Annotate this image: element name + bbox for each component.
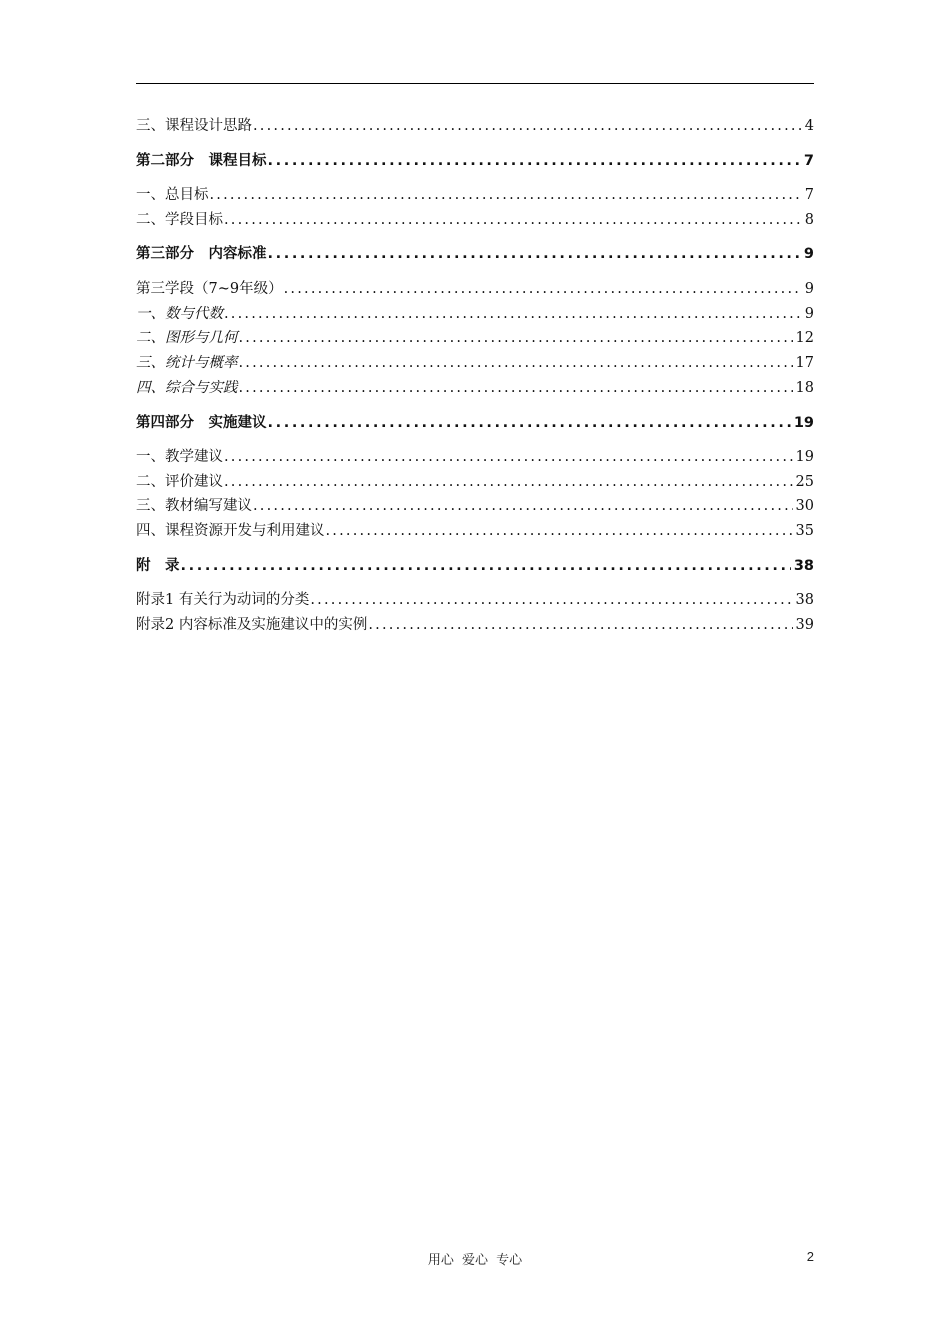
toc-entry-appendix[interactable] <box>136 556 814 576</box>
toc-dot-leader <box>224 472 793 492</box>
toc-dot-leader <box>268 151 801 171</box>
toc-entry-appendix-two[interactable] <box>136 615 814 635</box>
toc-entry-title: 附录1 有关行为动词的分类 <box>136 592 310 608</box>
toc-dot-leader <box>181 556 791 576</box>
toc-dot-leader <box>268 244 801 264</box>
toc-entry-title: 四、课程资源开发与利用建议 <box>136 523 325 539</box>
toc-entry-title: 附录2 内容标准及实施建议中的实例 <box>136 617 368 633</box>
toc-dot-leader <box>268 413 791 433</box>
toc-entry-title: 第二部分 课程目标 <box>136 153 267 169</box>
toc-entry-geometry[interactable] <box>136 328 814 348</box>
toc-dot-leader <box>310 590 792 610</box>
toc-entry-part-three[interactable] <box>136 244 814 264</box>
toc-entry-textbook[interactable] <box>136 496 814 516</box>
toc-entry-title: 第三部分 内容标准 <box>136 246 267 262</box>
toc-entry-page: 19 <box>793 415 814 431</box>
toc-entry-practice[interactable] <box>136 378 814 398</box>
footer-motto: 用心 爱心 专心 <box>427 1253 523 1268</box>
toc-dot-leader <box>224 447 793 467</box>
toc-entry-overall-goal[interactable] <box>136 185 814 205</box>
toc-entry-page: 35 <box>795 523 814 539</box>
toc-entry-page: 12 <box>795 330 814 346</box>
toc-entry-page: 8 <box>804 212 814 228</box>
toc-entry-page: 17 <box>795 355 814 371</box>
toc-entry-title: 三、课程设计思路 <box>136 118 252 134</box>
toc-entry-evaluation[interactable] <box>136 472 814 492</box>
toc-entry-title: 四、综合与实践 <box>136 380 238 396</box>
toc-entry-stage-goal[interactable] <box>136 210 814 230</box>
toc-entry-title: 第三学段（7~9年级） <box>136 281 283 297</box>
toc-entry-title: 三、教材编写建议 <box>136 498 252 514</box>
toc-entry-page: 9 <box>804 306 814 322</box>
toc-entry-title: 第四部分 实施建议 <box>136 415 267 431</box>
toc-entry-part-two[interactable] <box>136 151 814 171</box>
toc-entry-page: 9 <box>803 246 814 262</box>
page-number: 2 <box>806 1249 814 1264</box>
toc-entry-third-stage[interactable] <box>136 279 814 299</box>
toc-entry-page: 18 <box>795 380 814 396</box>
toc-entry-title: 二、学段目标 <box>136 212 223 228</box>
toc-dot-leader <box>224 304 802 324</box>
toc-entry-title: 附 录 <box>136 558 180 574</box>
toc-entry-page: 39 <box>795 617 814 633</box>
toc-entry-page: 38 <box>793 558 814 574</box>
toc-entry-title: 一、数与代数 <box>136 306 223 322</box>
toc-entry-page: 7 <box>803 153 814 169</box>
toc-entry-title: 二、评价建议 <box>136 474 223 490</box>
toc-entry-title: 一、教学建议 <box>136 449 223 465</box>
toc-entry-page: 38 <box>795 592 814 608</box>
toc-entry-statistics[interactable] <box>136 353 814 373</box>
toc-entry-page: 4 <box>804 118 814 134</box>
toc-dot-leader <box>239 378 793 398</box>
toc-entry-title: 一、总目标 <box>136 187 209 203</box>
toc-entry-page: 19 <box>795 449 814 465</box>
toc-entry-number-algebra[interactable] <box>136 304 814 324</box>
toc-entry-resources[interactable] <box>136 521 814 541</box>
toc-entry-page: 7 <box>804 187 814 203</box>
toc-entry-course-design[interactable] <box>136 116 814 136</box>
toc-dot-leader <box>284 279 802 299</box>
toc-dot-leader <box>239 328 793 348</box>
toc-dot-leader <box>210 185 802 205</box>
toc-entry-part-four[interactable] <box>136 413 814 433</box>
toc-dot-leader <box>224 210 802 230</box>
toc-entry-page: 9 <box>804 281 814 297</box>
toc-dot-leader <box>253 116 802 136</box>
toc-dot-leader <box>239 353 793 373</box>
toc-dot-leader <box>368 615 792 635</box>
toc-entry-page: 30 <box>795 498 814 514</box>
toc-entry-title: 二、图形与几何 <box>136 330 238 346</box>
toc-dot-leader <box>326 521 793 541</box>
toc-entry-appendix-one[interactable] <box>136 590 814 610</box>
table-of-contents <box>136 0 814 700</box>
toc-dot-leader <box>253 496 793 516</box>
toc-entry-page: 25 <box>795 474 814 490</box>
toc-entry-title: 三、统计与概率 <box>136 355 238 371</box>
toc-entry-teaching[interactable] <box>136 447 814 467</box>
